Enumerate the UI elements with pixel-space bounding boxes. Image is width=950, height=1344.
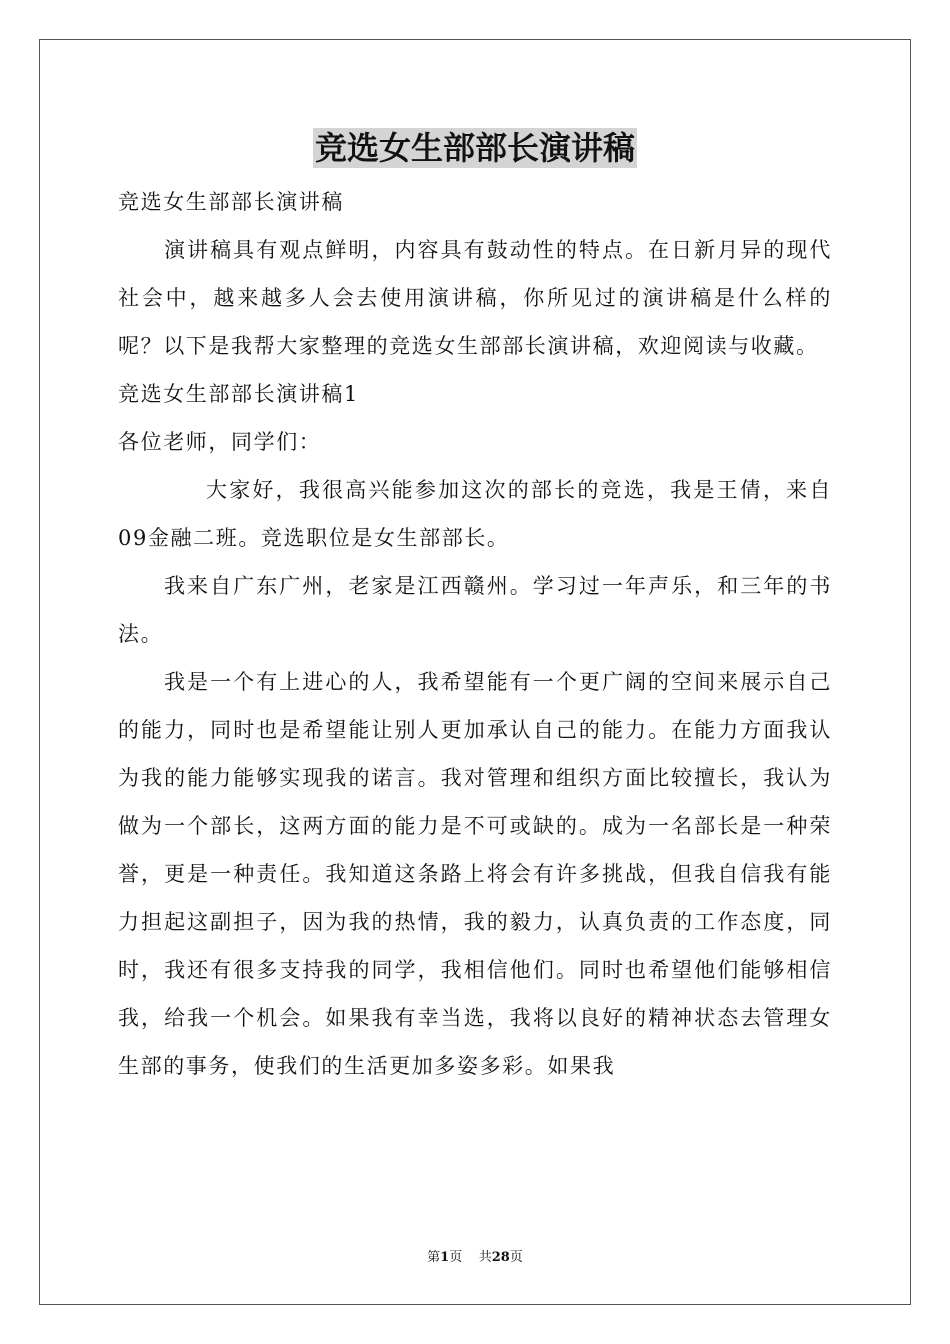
page-suffix: 页 [449, 1250, 463, 1265]
document-title: 竞选女生部部长演讲稿 [314, 129, 635, 167]
total-suffix: 页 [509, 1250, 523, 1265]
body-paragraph: 我是一个有上进心的人，我希望能有一个更广阔的空间来展示自己的能力，同时也是希望能让别人更加承认自己的能力。在能力方面我认为我的能力能够实现我的诺言。我对管理和组织方面比较擅长，我认为做为一个部长，这两方面的能力是不可或缺的。成为一名部长是一种荣誉，更是一种责任。我知道这条路上将会有许多挑战，但我自信我有能力担起这副担子，因为我的热情，我的毅力，认真负责的工作态度，同时，我还有很多支持我的同学，我相信他们。同时也希望他们能够相信我，给我一个机会。如果我有幸当选，我将以良好的精神状态去管理女生部的事务，使我们的生活更加多姿多彩。如果我 [118, 670, 832, 1078]
page-number: 1 [440, 1250, 450, 1265]
intro-paragraph: 演讲稿具有观点鲜明，内容具有鼓动性的特点。在日新月异的现代社会中，越来越多人会去使用演讲稿，你所见过的演讲稿是什么样的呢？以下是我帮大家整理的竞选女生部部长演讲稿，欢迎阅读与收藏。 [118, 238, 832, 358]
page-prefix: 第 [427, 1250, 441, 1265]
subtitle-paragraph: 竞选女生部部长演讲稿 [118, 190, 344, 214]
greeting-paragraph: 大家好，我很高兴能参加这次的部长的竞选，我是王倩，来自09金融二班。竞选职位是女生部部长。 [118, 478, 832, 550]
background-paragraph: 我来自广东广州，老家是江西赣州。学习过一年声乐，和三年的书法。 [118, 574, 832, 646]
salutation-paragraph: 各位老师，同学们： [118, 430, 322, 454]
section-heading: 竞选女生部部长演讲稿1 [118, 382, 359, 406]
document-body [118, 178, 832, 1090]
total-pages: 28 [491, 1250, 510, 1265]
page-footer [0, 1246, 950, 1265]
total-prefix: 共 [478, 1250, 492, 1265]
title-container [0, 128, 950, 168]
